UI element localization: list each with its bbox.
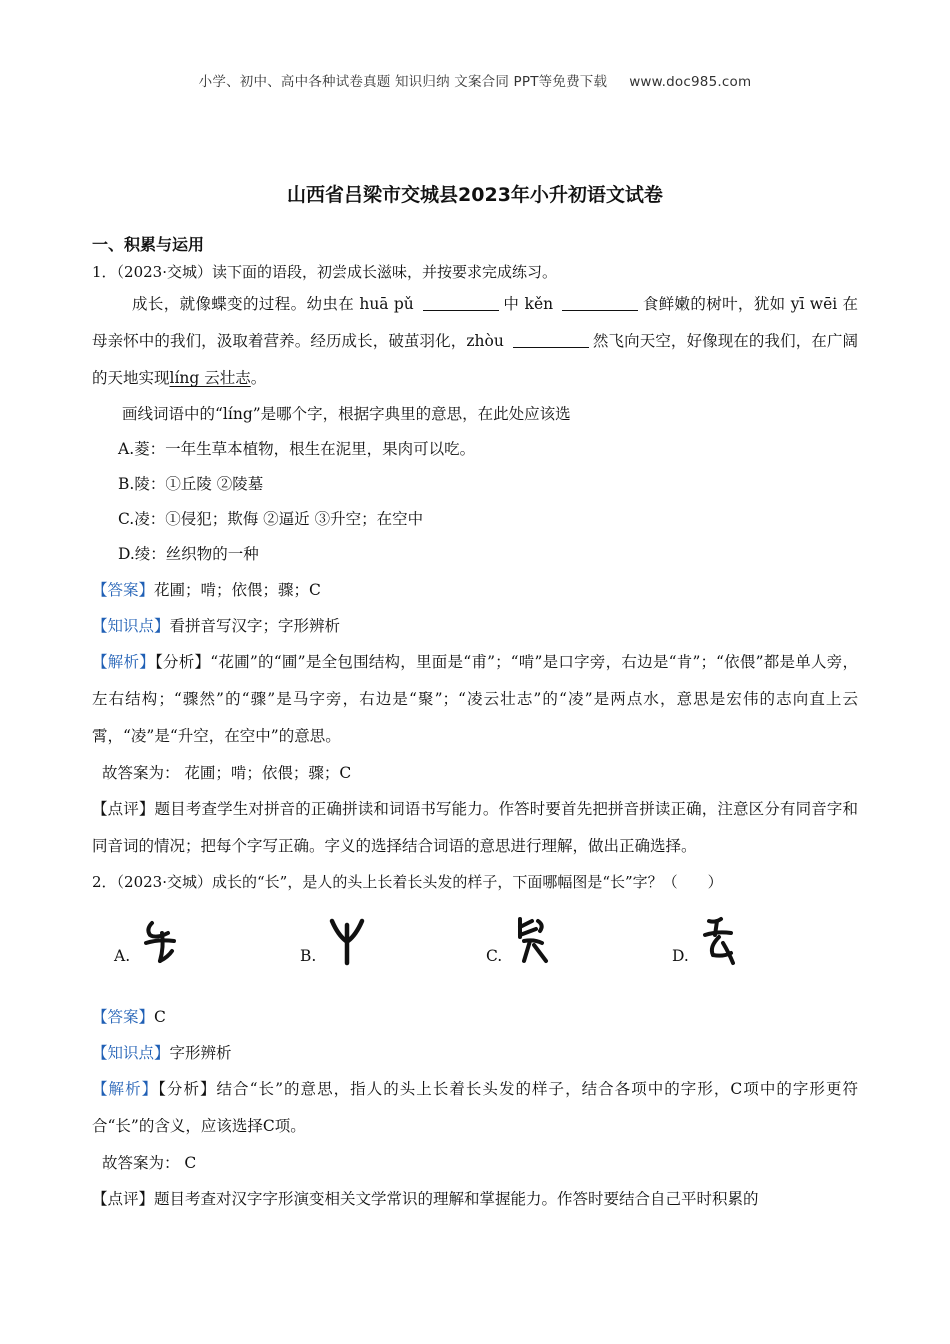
q2-knowledge xyxy=(92,1035,858,1071)
q2-answer xyxy=(92,999,858,1035)
q2-option-d[interactable] xyxy=(650,913,836,969)
analysis-text: 【分析】“花圃”的“圃”是全包围结构，里面是“甫”；“啃”是口字旁，右边是“肯”；“依偎”都是单人旁，左右结构；“骤然”的“骤”是马字旁，右边是“聚”；“凌云壮志”的“凌”是两点水，意思是宏伟的志向直上云霄，“凌”是“升空，在空中”的意思。 xyxy=(92,653,858,745)
q1-option-b: B.陵：①丘陵 ②陵墓 xyxy=(118,475,264,493)
page-header xyxy=(0,70,950,90)
ancient-glyph-b-icon xyxy=(324,913,370,969)
passage-part: 中 kěn xyxy=(503,295,559,313)
passage-part: 食鲜嫩的树叶，犹如 yī wēi 在母亲怀中的我们，汲取着营养。经历成长，破茧羽化，zhòu xyxy=(92,295,858,350)
passage-part: 成长，就像蝶变的过程。幼虫在 huā pǔ xyxy=(132,295,420,313)
answer-blank xyxy=(562,294,638,311)
q2-option-a[interactable] xyxy=(92,913,278,969)
exam-title: 山西省吕梁市交城县2023年小升初语文试卷 xyxy=(287,184,663,206)
analysis-tag: 【解析】 xyxy=(92,1080,159,1098)
q1-final: 故答案为： 花圃；啃；依偎；骤；C xyxy=(102,764,352,782)
ancient-glyph-d-icon xyxy=(697,913,743,969)
option-label: D. xyxy=(672,947,689,965)
q2-option-c[interactable] xyxy=(464,913,650,969)
comment-tag: 【点评】 xyxy=(92,1190,155,1208)
option-label: C. xyxy=(486,947,503,965)
q1-option-d: D.绫：丝织物的一种 xyxy=(118,545,259,563)
q1-option-c: C.凌：①侵犯；欺侮 ②逼近 ③升空；在空中 xyxy=(118,510,424,528)
q2-analysis xyxy=(92,1071,858,1145)
comment-text: 题目考查对汉字字形演变相关文学常识的理解和掌握能力。作答时要结合自己平时积累的 xyxy=(154,1190,759,1208)
q1-comment xyxy=(92,791,858,865)
answer-tag: 【答案】 xyxy=(92,1008,155,1026)
answer-text: C xyxy=(154,1008,166,1026)
passage-part: 。 xyxy=(250,369,267,387)
q1-analysis xyxy=(92,644,858,755)
ancient-glyph-c-icon xyxy=(510,913,556,969)
answer-blank xyxy=(423,294,499,311)
option-label: A. xyxy=(114,947,131,965)
answer-blank xyxy=(513,331,589,348)
option-label: B. xyxy=(300,947,317,965)
answer-text: 花圃；啃；依偎；骤；C xyxy=(154,581,321,599)
spacer xyxy=(92,979,858,999)
knowledge-text: 字形辨析 xyxy=(169,1044,232,1062)
exam-content xyxy=(92,232,858,1218)
q1-answer xyxy=(92,572,858,608)
q2-option-b[interactable] xyxy=(278,913,464,969)
analysis-text: 【分析】结合“长”的意思，指人的头上长着长头发的样子，结合各项中的字形，C项中的字形更符合“长”的含义，应该选择C项。 xyxy=(92,1080,858,1135)
q1-prompt: 画线词语中的“líng”是哪个字，根据字典里的意思，在此处应该选 xyxy=(122,405,571,423)
analysis-tag: 【解析】 xyxy=(92,653,155,671)
q1-passage xyxy=(92,286,858,397)
section-heading: 一、积累与运用 xyxy=(92,235,205,254)
q2-options xyxy=(92,905,858,977)
knowledge-tag: 【知识点】 xyxy=(92,1044,170,1062)
header-url[interactable]: www.doc985.com xyxy=(629,74,752,90)
knowledge-tag: 【知识点】 xyxy=(92,617,170,635)
header-text: 小学、初中、高中各种试卷真题 知识归纳 文案合同 PPT等免费下载 xyxy=(198,74,608,90)
q1-option-a: A.菱：一年生草本植物，根生在泥里，果肉可以吃。 xyxy=(118,440,476,458)
ancient-glyph-a-icon xyxy=(138,913,184,969)
comment-text: 题目考查学生对拼音的正确拼读和词语书写能力。作答时要首先把拼音拼读正确，注意区分有同音字和同音词的情况；把每个字写正确。字义的选择结合词语的意思进行理解，做出正确选择。 xyxy=(92,800,858,855)
q1-stem: 1．（2023·交城）读下面的语段，初尝成长滋味，并按要求完成练习。 xyxy=(92,263,557,281)
underlined-phrase: líng 云壮志 xyxy=(169,369,251,387)
q2-final: 故答案为： C xyxy=(102,1154,197,1172)
q2-stem: 2．（2023·交城）成长的“长”，是人的头上长着长头发的样子，下面哪幅图是“长”字？（ ） xyxy=(92,873,723,891)
answer-tag: 【答案】 xyxy=(92,581,155,599)
q1-knowledge xyxy=(92,608,858,644)
knowledge-text: 看拼音写汉字；字形辨析 xyxy=(169,617,341,635)
comment-tag: 【点评】 xyxy=(92,800,155,818)
passage-part: 然飞向天空，好像现在的我们，在广阔的天地实现 xyxy=(92,332,858,387)
q2-comment xyxy=(92,1181,858,1218)
